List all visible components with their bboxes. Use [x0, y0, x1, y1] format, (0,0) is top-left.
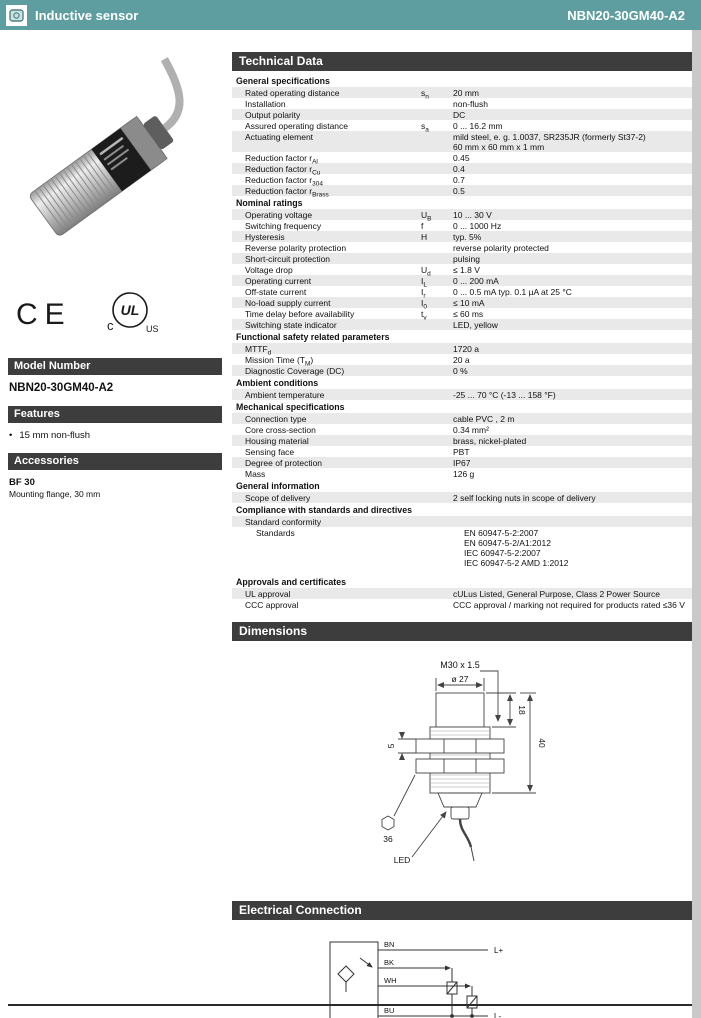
spec-label: Switching frequency — [245, 220, 322, 231]
spec-row — [232, 365, 692, 376]
spec-section-header: General specifications — [232, 74, 692, 87]
spec-label: Operating voltage — [245, 209, 313, 220]
spec-section-header: Mechanical specifications — [232, 400, 692, 413]
spec-label: Diagnostic Coverage (DC) — [245, 365, 345, 376]
spec-label: Standard conformity — [245, 516, 322, 527]
dimension-drawing — [232, 641, 692, 893]
spec-value: 1720 a — [453, 343, 479, 354]
ul-mark-c: c — [106, 317, 114, 333]
spec-row — [232, 492, 692, 503]
spec-label: Short-circuit protection — [245, 253, 331, 264]
wire-bk-label: BK — [384, 958, 395, 967]
spec-row — [232, 163, 692, 177]
model-number-header: Model Number — [8, 358, 222, 375]
supply-plus-label: L+ — [494, 946, 504, 955]
spec-row — [232, 264, 692, 278]
thread-label: M30 x 1.5 — [440, 660, 480, 670]
footer-rule — [8, 1004, 692, 1006]
spec-value: 20 a — [453, 354, 470, 365]
spec-label: Voltage drop — [245, 264, 293, 275]
spec-row — [232, 152, 692, 166]
spec-symbol: $U_d$ — [421, 264, 431, 278]
spec-label: Connection type — [245, 413, 307, 424]
spec-value: 10 ... 30 V — [453, 209, 492, 220]
spec-label: Reduction factor $r_{Cu}$ — [245, 163, 321, 177]
spec-value: -25 ... 70 °C (-13 ... 158 °F) — [453, 389, 556, 400]
length-total-label: 40 — [537, 738, 547, 748]
header-model-number: NBN20-30GM40-A2 — [567, 7, 685, 23]
electrical-connection-header: Electrical Connection — [232, 901, 692, 920]
spec-row — [232, 87, 692, 101]
spec-row — [232, 457, 692, 468]
spec-row — [232, 413, 692, 424]
feature-list — [9, 430, 222, 441]
spec-value: typ. 5% — [453, 231, 482, 242]
page-header — [0, 0, 701, 30]
spec-label: Switching state indicator — [245, 319, 337, 330]
ul-mark-text: UL — [120, 301, 140, 318]
spec-row — [232, 424, 692, 435]
spec-label: Hysteresis — [245, 231, 285, 242]
wire-bu-label: BU — [384, 1006, 395, 1015]
spec-value: ≤ 10 mA — [453, 297, 485, 308]
spec-label: Reduction factor $r_{Al}$ — [245, 152, 318, 166]
spec-symbol: $U_B$ — [421, 209, 432, 223]
spec-value: 0.34 mm² — [453, 424, 489, 435]
spec-row — [232, 185, 692, 199]
spec-value: 126 g — [453, 468, 475, 479]
spec-section-header: Approvals and certificates — [232, 575, 692, 588]
spec-label: Mass — [245, 468, 266, 479]
spec-row — [232, 446, 692, 457]
spec-row — [232, 220, 692, 231]
spec-value: 2 self locking nuts in scope of delivery — [453, 492, 596, 503]
spec-row — [232, 120, 692, 134]
spec-value: ≤ 60 ms — [453, 308, 484, 319]
spec-value: pulsing — [453, 253, 480, 264]
spec-row — [232, 354, 692, 368]
spec-label: Standards — [256, 527, 295, 538]
spec-value: ≤ 1.8 V — [453, 264, 480, 275]
sensor-icon — [6, 5, 27, 26]
main-content — [232, 52, 692, 1018]
spec-label: Sensing face — [245, 446, 295, 457]
spec-label: Housing material — [245, 435, 309, 446]
spec-label: Operating current — [245, 275, 312, 286]
spec-symbol: $s_a$ — [421, 120, 429, 134]
spec-value: 0 % — [453, 365, 468, 376]
accessory-description: Mounting flange, 30 mm — [9, 489, 101, 499]
spec-row — [232, 297, 692, 311]
spec-symbol: $I_L$ — [421, 275, 427, 289]
product-photo — [8, 38, 222, 288]
spec-value: 0 ... 16.2 mm — [453, 120, 503, 131]
spec-row — [232, 242, 692, 253]
length-top-label: 18 — [517, 705, 527, 715]
features-header: Features — [8, 406, 222, 423]
spec-label: No-load supply current — [245, 297, 331, 308]
spec-value: 20 mm — [453, 87, 479, 98]
spec-row — [232, 231, 692, 242]
spec-row — [232, 343, 692, 357]
diameter-label: ø 27 — [451, 674, 469, 684]
accessory-item — [8, 477, 222, 499]
spec-section-header: Ambient conditions — [232, 376, 692, 389]
ul-mark — [100, 288, 162, 343]
spec-value: 0 ... 0.5 mA typ. 0.1 µA at 25 °C — [453, 286, 572, 297]
spec-row — [232, 389, 692, 400]
supply-minus-label: L- — [494, 1012, 502, 1018]
spec-row — [232, 286, 692, 300]
spec-row — [232, 319, 692, 330]
spec-label: Installation — [245, 98, 286, 109]
ce-mark: CE — [16, 298, 72, 331]
spec-row — [232, 131, 692, 152]
spec-symbol: H — [421, 231, 428, 242]
spec-label: Actuating element — [245, 131, 314, 142]
technical-data-table — [232, 74, 692, 610]
accessories-header: Accessories — [8, 453, 222, 470]
spec-label: CCC approval — [245, 599, 299, 610]
spec-label: Ambient temperature — [245, 389, 325, 400]
spec-label: Scope of delivery — [245, 492, 311, 503]
spec-row — [232, 308, 692, 322]
wire-bn-label: BN — [384, 940, 395, 949]
spec-label: Off-state current — [245, 286, 307, 297]
spec-label: Output polarity — [245, 109, 301, 120]
spec-label: UL approval — [245, 588, 291, 599]
nut-width-label: 5 — [386, 743, 396, 749]
spec-value: LED, yellow — [453, 319, 498, 330]
led-label: LED — [393, 855, 411, 865]
ul-mark-us: US — [145, 323, 159, 334]
spec-row — [232, 599, 692, 610]
spec-row — [232, 253, 692, 264]
spec-row — [232, 98, 692, 109]
feature-item: • 15 mm non-flush — [9, 430, 222, 441]
spec-value: EN 60947-5-2:2007 EN 60947-5-2/A1:2012 IEC 60947-5-2:2007 IEC 60947-5-2 AMD 1:2012 — [464, 527, 569, 568]
spec-value: IP67 — [453, 457, 471, 468]
technical-data-header: Technical Data — [232, 52, 692, 71]
spec-value: 0.7 — [453, 174, 465, 185]
right-margin-strip — [692, 30, 701, 1018]
sensor-body — [11, 59, 213, 237]
sensor-symbol-box — [330, 942, 378, 1018]
spec-value: cULus Listed, General Purpose, Class 2 Power Source — [453, 588, 660, 599]
page-title: Inductive sensor — [35, 7, 139, 23]
spec-value: CCC approval / marking not required for products rated ≤36 V — [453, 599, 685, 610]
spec-section-header: Nominal ratings — [232, 196, 692, 209]
spec-label: Reduction factor $r_{Brass}$ — [245, 185, 329, 199]
spec-label: Core cross-section — [245, 424, 316, 435]
spec-symbol: f — [421, 220, 424, 231]
spec-value: 0.45 — [453, 152, 470, 163]
spec-label: Reduction factor $r_{304}$ — [245, 174, 323, 188]
accessory-name: BF 30 — [9, 477, 35, 488]
spec-symbol: $I_r$ — [421, 286, 426, 300]
spec-label: Time delay before availability — [245, 308, 355, 319]
spec-symbol: $t_v$ — [421, 308, 427, 322]
across-flats-label: 36 — [383, 834, 393, 844]
spec-section-header: Compliance with standards and directives — [232, 503, 692, 516]
spec-value: non-flush — [453, 98, 488, 109]
spec-row — [232, 588, 692, 599]
spec-value: reverse polarity protected — [453, 242, 549, 253]
spec-value: DC — [453, 109, 466, 120]
inductive-sensor-symbol — [338, 966, 354, 982]
spec-value: mild steel, e. g. 1.0037, SR235JR (formerly St37-2) 60 mm x 60 mm x 1 mm — [453, 131, 646, 152]
spec-value: PBT — [453, 446, 470, 457]
spec-label: Assured operating distance — [245, 120, 349, 131]
spec-label: Rated operating distance — [245, 87, 340, 98]
spec-value: 0.4 — [453, 163, 465, 174]
spec-label: Reverse polarity protection — [245, 242, 347, 253]
spec-section-header: General information — [232, 479, 692, 492]
spec-label: $MTTF_d$ — [245, 343, 272, 357]
spec-value: brass, nickel-plated — [453, 435, 527, 446]
spec-row — [232, 527, 692, 568]
spec-value: cable PVC , 2 m — [453, 413, 515, 424]
spec-value: 0 ... 1000 Hz — [453, 220, 502, 231]
dimensions-header: Dimensions — [232, 622, 692, 641]
wire-wh-label: WH — [384, 976, 397, 985]
spec-row — [232, 174, 692, 188]
spec-label: Mission Time $(T_M)$ — [245, 354, 314, 368]
spec-row — [232, 468, 692, 479]
sidebar — [8, 38, 222, 499]
spec-symbol: $s_n$ — [421, 87, 429, 101]
spec-row — [232, 109, 692, 120]
spec-value: 0.5 — [453, 185, 465, 196]
section-gap — [232, 568, 692, 575]
spec-value: 0 ... 200 mA — [453, 275, 499, 286]
spec-row — [232, 516, 692, 527]
spec-row — [232, 435, 692, 446]
certification-marks — [8, 288, 222, 342]
model-number-value: NBN20-30GM40-A2 — [9, 382, 114, 394]
sensor-cable — [132, 59, 197, 128]
spec-row — [232, 275, 692, 289]
spec-row — [232, 209, 692, 223]
spec-symbol: $I_0$ — [421, 297, 427, 311]
spec-label: Degree of protection — [245, 457, 323, 468]
spec-section-header: Functional safety related parameters — [232, 330, 692, 343]
